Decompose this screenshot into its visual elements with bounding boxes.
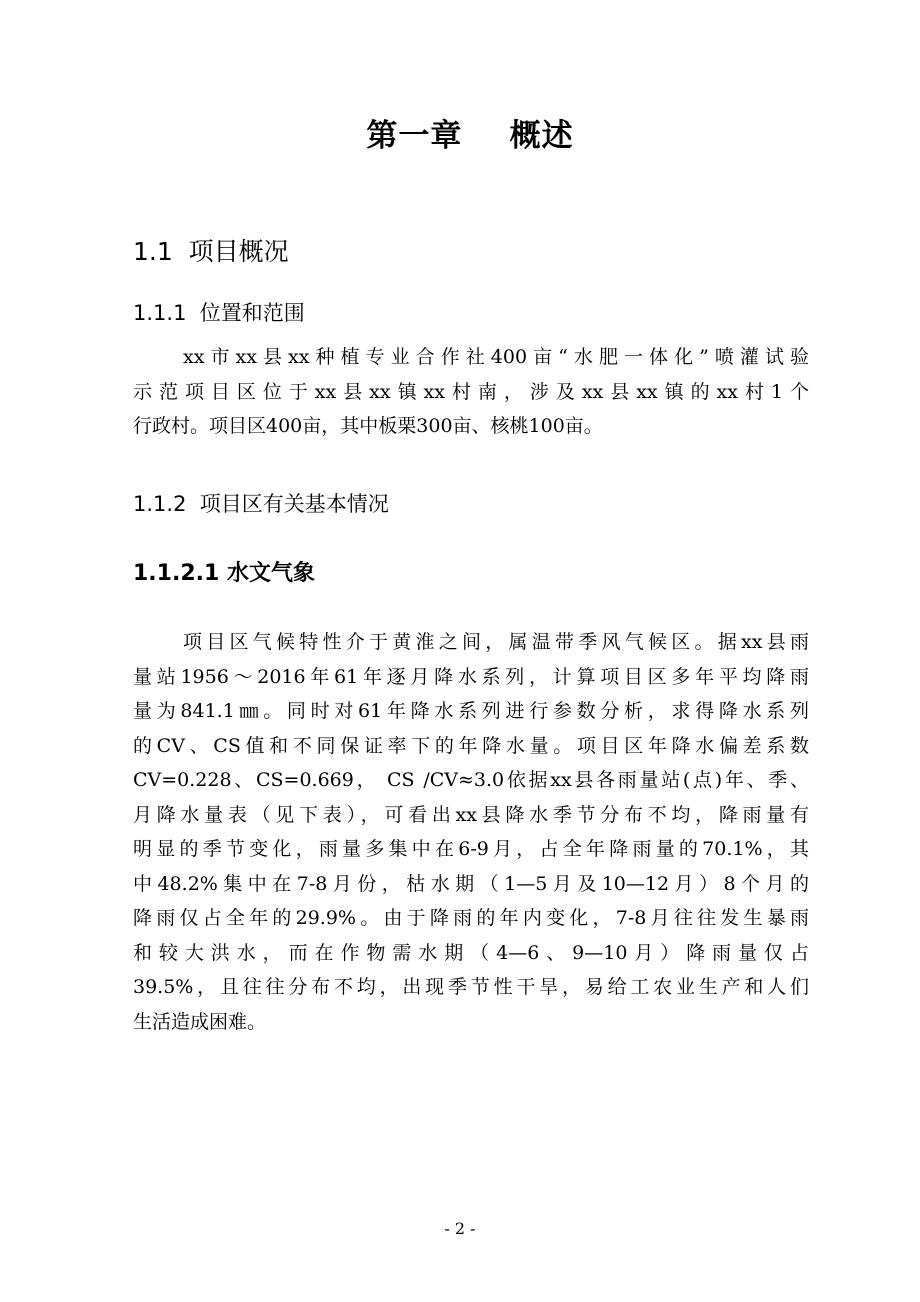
paragraph-line: 量为841.1㎜。同时对61年降水系列进行参数分析，求得降水系列 [133,700,809,722]
location-paragraph [133,340,809,444]
page-number: - 2 - [444,1219,476,1238]
hydrology-paragraph [133,625,809,1039]
paragraph-line: 月降水量表（见下表），可看出xx县降水季节分布不均，降雨量有 [133,803,809,826]
paragraph-line: 的CV、CS值和不同保证率下的年降水量。项目区年降水偏差系数 [133,734,809,757]
paragraph-line: 行政村。项目区400亩，其中板栗300亩、核桃100亩。 [133,415,603,437]
paragraph-line: CV=0.228、CS=0.669， CS /CV≈3.0依据xx县各雨量站(点)年、季、 [133,769,809,791]
paragraph-line: 明显的季节变化，雨量多集中在6-9月，占全年降雨量的70.1%，其 [133,838,809,860]
paragraph-line: 降雨仅占全年的29.9%。由于降雨的年内变化，7-8月往往发生暴雨 [133,907,809,929]
subsection-title-basic-info: 1.1.2 项目区有关基本情况 [133,492,389,516]
paragraph-line: 示范项目区位于xx县xx镇xx村南，涉及xx县xx镇的xx村1个 [133,380,809,403]
paragraph-line: 中48.2%集中在7-8月份，枯水期（1—5月及10—12月）8个月的 [133,872,809,895]
paragraph-line: xx市xx县xx种植专业合作社400亩“水肥一体化”喷灌试验 [183,346,809,368]
subsubsection-title-hydrology: 1.1.2.1 水文气象 [133,561,315,586]
paragraph-line: 39.5%，且往往分布不均，出现季节性干旱，易给工农业生产和人们 [133,976,809,998]
section-title: 1.1 项目概况 [133,237,289,266]
chapter-title: 第一章 概述 [366,118,574,154]
paragraph-line: 和较大洪水，而在作物需水期（4—6、9—10月）降雨量仅占 [133,941,809,964]
paragraph-line: 生活造成困难。 [133,1010,267,1033]
subsection-title-location: 1.1.1 位置和范围 [133,301,305,325]
paragraph-line: 项目区气候特性介于黄淮之间，属温带季风气候区。据xx县雨 [183,631,809,653]
paragraph-line: 量站1956～2016年61年逐月降水系列，计算项目区多年平均降雨 [133,665,809,688]
